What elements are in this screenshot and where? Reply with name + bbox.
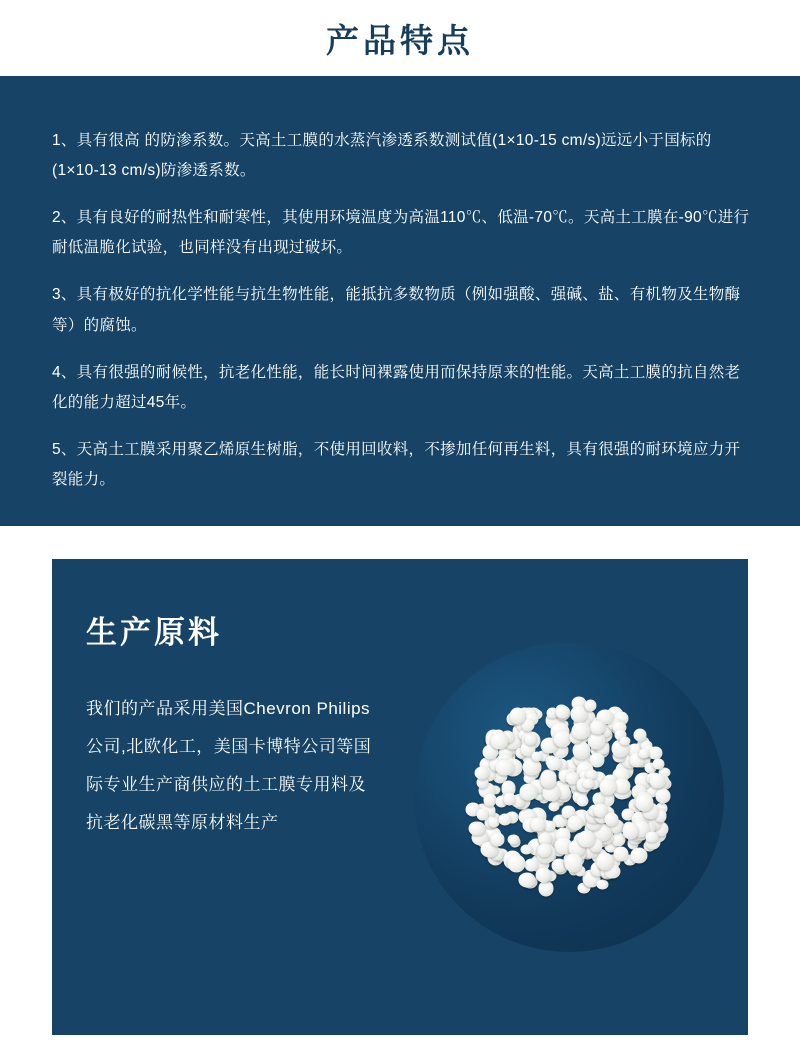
pellet (469, 821, 486, 836)
pellet (518, 872, 535, 887)
materials-heading: 生产原料 (86, 614, 222, 650)
pellet (521, 844, 532, 854)
pellet (597, 879, 609, 890)
pellet-cluster (462, 694, 677, 899)
pellet (572, 723, 591, 739)
pellet (520, 783, 537, 800)
pellet (635, 793, 653, 811)
page-title: 产品特点 (326, 21, 474, 59)
pellet (522, 759, 541, 776)
feature-item: 4、具有很强的耐候性，抗老化性能，能长时间裸露使用而保持原来的性能。天高土工膜的抗自然老化的能力超过45年。 (52, 363, 741, 412)
pellet (585, 700, 597, 712)
pellet (507, 854, 525, 872)
feature-item: 1、具有很高 的防渗系数。天高土工膜的水蒸汽渗透系数测试值(1×10-15 cm/s)远远小于国标的(1×10-13 cm/s)防渗透系数。 (52, 131, 712, 179)
pellet (508, 835, 519, 845)
materials-text-block (52, 559, 392, 843)
pellet (549, 802, 560, 812)
plastic-pellets-photo (414, 642, 724, 952)
pellet (490, 832, 505, 846)
pellet (531, 817, 545, 831)
pellet (547, 757, 562, 771)
pellet (538, 881, 553, 896)
pellet (577, 831, 595, 848)
pellet (630, 848, 647, 864)
pellet (564, 854, 582, 872)
pellet (576, 795, 588, 806)
materials-section (0, 526, 800, 1056)
pellet (572, 742, 590, 760)
features-panel (0, 76, 800, 526)
pellet (599, 778, 616, 795)
pellet (537, 843, 551, 857)
feature-item: 2、具有良好的耐热性和耐寒性，其使用环境温度为高温110℃、低温-70℃。天高土工膜在-90℃进行耐低温脆化试验，也同样没有出现过破坏。 (52, 208, 750, 257)
page-title-bar (0, 0, 800, 76)
pellet (524, 733, 537, 745)
pellet (622, 823, 638, 840)
materials-body: 我们的产品采用美国Chevron Philips公司,北欧化工，美国卡博特公司等国际专业生产商供应的土工膜专用料及抗老化碳黑等原材料生产 (86, 698, 372, 833)
feature-item: 5、天高土工膜采用聚乙烯原生树脂，不使用回收料，不掺加任何再生料，具有很强的耐环境应力开裂能力。 (52, 441, 741, 489)
materials-panel (52, 559, 748, 1035)
pellet (655, 789, 670, 803)
pellet (567, 815, 584, 831)
pellet (498, 813, 511, 825)
feature-item: 3、具有极好的抗化学性能与抗生物性能，能抵抗多数物质（例如强酸、强碱、盐、有机物及生物酶等）的腐蚀。 (52, 286, 741, 334)
pellet (620, 736, 631, 746)
pellet (477, 809, 488, 821)
pellet (583, 779, 595, 789)
pellet (474, 766, 489, 779)
pellet (535, 867, 551, 882)
